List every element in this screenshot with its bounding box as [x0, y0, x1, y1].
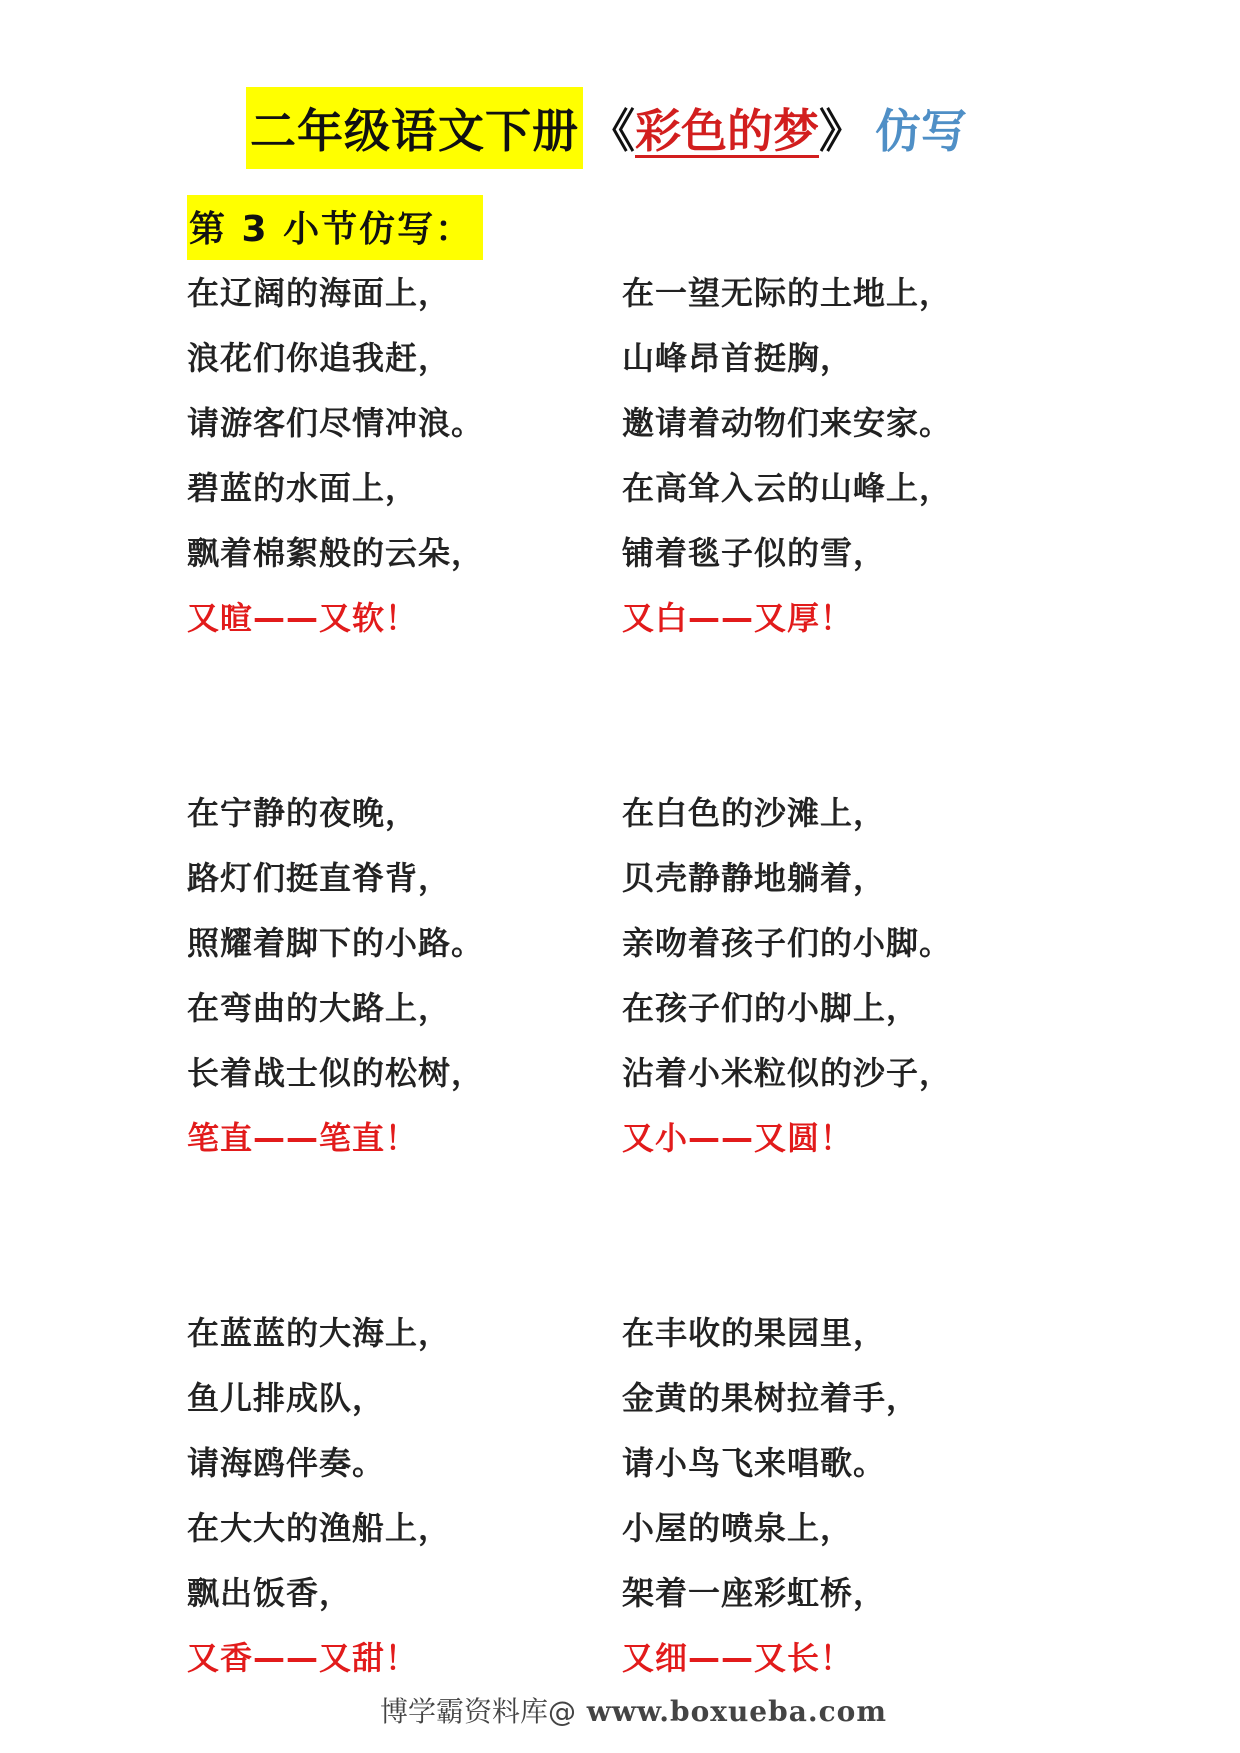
title-suffix: 仿写 — [875, 104, 967, 158]
poem-line: 在一望无际的土地上， — [622, 274, 953, 312]
title-highlighted-text: 二年级语文下册 — [246, 87, 583, 169]
poem-line: 在高耸入云的山峰上， — [622, 469, 953, 507]
page-title — [246, 88, 967, 168]
poem-line: 请海鸥伴奏。 — [187, 1444, 386, 1482]
footer-watermark — [380, 1690, 887, 1730]
poem-ending-line: 又小——又圆！ — [622, 1119, 854, 1157]
poem-line: 路灯们挺直脊背， — [187, 859, 452, 897]
poem-line: 山峰昂首挺胸， — [622, 339, 854, 377]
poem-ending-line: 又白——又厚！ — [622, 599, 854, 637]
poem-line: 长着战士似的松树， — [187, 1054, 485, 1092]
poem-line: 在丰收的果园里， — [622, 1314, 887, 1352]
poem-line: 在弯曲的大路上， — [187, 989, 452, 1027]
poem-column-left — [187, 268, 607, 1698]
stanza — [187, 268, 607, 658]
poem-column-right — [622, 268, 1042, 1698]
poem-line: 贝壳静静地躺着， — [622, 859, 887, 897]
title-book-text: 彩色的梦 — [635, 104, 819, 158]
poem-line: 亲吻着孩子们的小脚。 — [622, 924, 953, 962]
poem-line: 照耀着脚下的小路。 — [187, 924, 485, 962]
poem-ending-line: 笔直——笔直！ — [187, 1119, 419, 1157]
title-open-bracket: 《 — [589, 104, 635, 158]
poem-line: 沾着小米粒似的沙子， — [622, 1054, 953, 1092]
poem-line: 在大大的渔船上， — [187, 1509, 452, 1547]
section-heading: 第 3 小节仿写： — [187, 195, 483, 260]
poem-ending-line: 又香——又甜！ — [187, 1639, 419, 1677]
poem-line: 在蓝蓝的大海上， — [187, 1314, 452, 1352]
poem-line: 碧蓝的水面上， — [187, 469, 419, 507]
poem-ending-line: 又暄——又软！ — [187, 599, 419, 637]
poem-line: 浪花们你追我赶， — [187, 339, 452, 377]
title-close-bracket: 》 — [819, 104, 865, 158]
poem-line: 请游客们尽情冲浪。 — [187, 404, 485, 442]
poem-line: 金黄的果树拉着手， — [622, 1379, 920, 1417]
poem-line: 在宁静的夜晚， — [187, 794, 419, 832]
poem-line: 铺着毯子似的雪， — [622, 534, 887, 572]
poem-line: 在白色的沙滩上， — [622, 794, 887, 832]
poem-line: 飘出饭香， — [187, 1574, 353, 1612]
stanza — [622, 788, 1042, 1178]
poem-line: 鱼儿排成队， — [187, 1379, 386, 1417]
stanza — [187, 1308, 607, 1698]
poem-line: 飘着棉絮般的云朵， — [187, 534, 485, 572]
stanza — [187, 788, 607, 1178]
poem-line: 邀请着动物们来安家。 — [622, 404, 953, 442]
poem-line: 小屋的喷泉上， — [622, 1509, 854, 1547]
poem-ending-line: 又细——又长！ — [622, 1639, 854, 1677]
poem-line: 在辽阔的海面上， — [187, 274, 452, 312]
poem-line: 架着一座彩虹桥， — [622, 1574, 887, 1612]
stanza — [622, 268, 1042, 658]
footer-brand: 博学霸资料库@ — [380, 1695, 577, 1728]
poem-line: 在孩子们的小脚上， — [622, 989, 920, 1027]
title-book-name — [589, 95, 865, 161]
footer-site-link: www.boxueba.com — [576, 1695, 887, 1728]
stanza — [622, 1308, 1042, 1698]
poem-line: 请小鸟飞来唱歌。 — [622, 1444, 887, 1482]
